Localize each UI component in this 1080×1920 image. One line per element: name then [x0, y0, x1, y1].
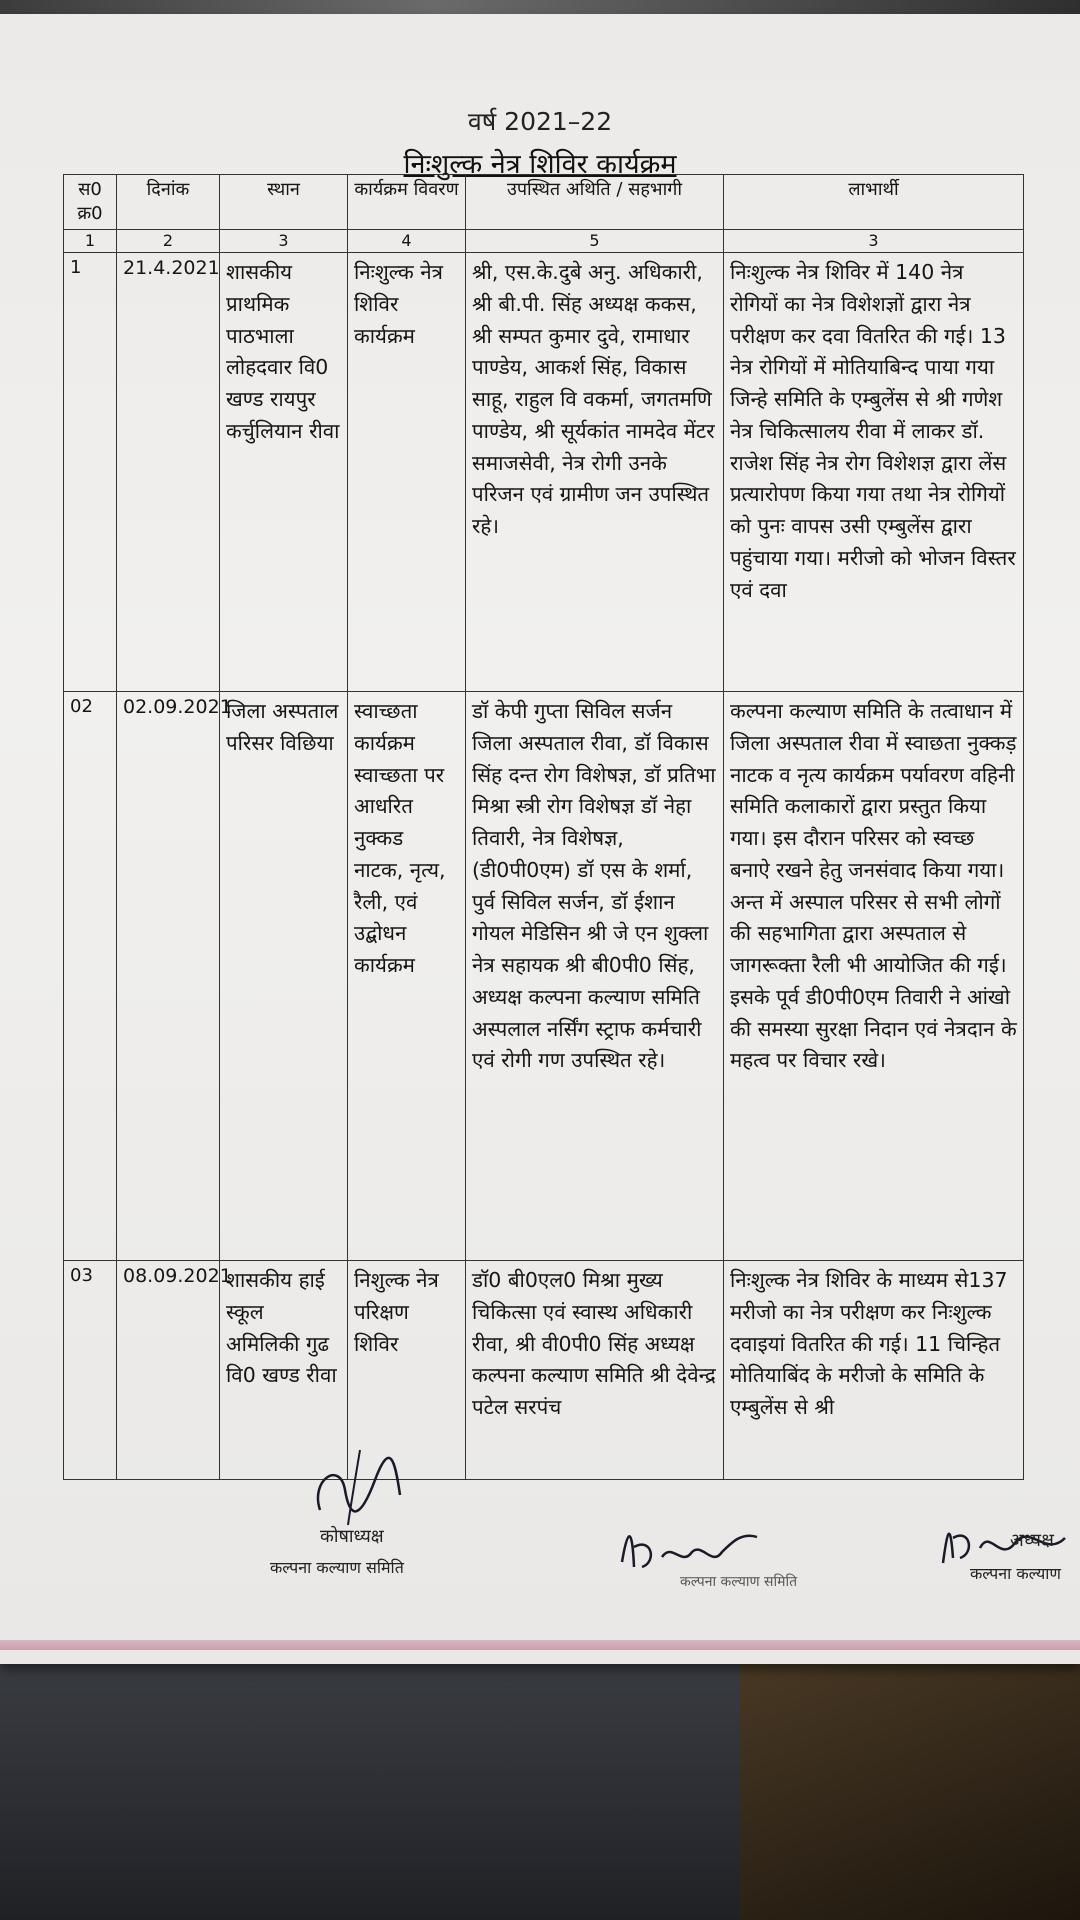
header-beneficiary: लाभार्थी [724, 175, 1024, 230]
program-table [63, 174, 1024, 1480]
document-title: निःशुल्क नेत्र शिविर कार्यक्रम [403, 149, 677, 180]
column-number: 2 [117, 230, 220, 253]
stamp-treasurer-org: कल्पना कल्याण समिति [270, 1558, 404, 1577]
stamp-treasurer-title: कोषाध्यक्ष [320, 1526, 384, 1547]
document-year: वर्ष 2021–22 [467, 107, 613, 136]
row-date: 21.4.2021 [117, 253, 220, 692]
column-number: 3 [724, 230, 1024, 253]
table-row [64, 692, 1024, 1261]
background-table [740, 1650, 1080, 1920]
row-guests: डॉ केपी गुप्ता सिविल सर्जन जिला अस्पताल रीवा, डॉ विकास सिंह दन्त रोग विशेषज्ञ, डॉ प्रतिभा मिश्रा स्त्री रोग विशेषज्ञ डॉ नेहा तिवारी, नेत्र विशेषज्ञ, (डी0पी0एम) डॉ एस के शर्मा, पुर्व सिविल सर्जन, डॉ ईशान गोयल मेडिसिन श्री जे एन शुक्ला नेत्र सहायक श्री बी0पी0 सिंह, अध्यक्ष कल्पना कल्याण समिति अस्पलाल नर्सिंग स्ट्राफ कर्मचारी एवं रोगी गण उपस्थित रहे। [466, 692, 724, 1261]
column-number: 1 [64, 230, 117, 253]
paper-edge [0, 1640, 1080, 1650]
stamp-president-title: अध्यक्ष [1010, 1530, 1054, 1551]
header-serial: स0 क्र0 [64, 175, 117, 230]
row-beneficiary: निःशुल्क नेत्र शिविर में 140 नेत्र रोगियों का नेत्र विशेशज्ञों द्वारा नेत्र परीक्षण कर दवा वितरित की गई। 13 नेत्र रोगियों में मोतियाबिन्द पाया गया जिन्हे समिति के एम्बुलेंस से श्री गणेश नेत्र चिकित्सालय रीवा में लाकर डॉ. राजेश सिंह नेत्र रोग विशेशज्ञ द्वारा लेंस प्रत्यारोपण किया गया तथा नेत्र रोगियों को पुनः वापस उसी एम्बुलेंस द्वारा पहुंचाया गया। मरीजो को भोजन विस्तर एवं दवा [724, 253, 1024, 692]
column-number: 5 [466, 230, 724, 253]
row-serial: 02 [64, 692, 117, 1261]
row-place: जिला अस्पताल परिसर विछिया [220, 692, 348, 1261]
table-header-row [64, 175, 1024, 230]
column-number-row [64, 230, 1024, 253]
row-serial: 03 [64, 1261, 117, 1480]
row-program: निशुल्क नेत्र परिक्षण शिविर [348, 1261, 466, 1480]
column-number: 3 [220, 230, 348, 253]
row-date: 08.09.2021 [117, 1261, 220, 1480]
row-beneficiary: निःशुल्क नेत्र शिविर के माध्यम से137 मरीजो का नेत्र परीक्षण कर निःशुल्क दवाइयां वितरित की गई। 11 चिन्हित मोतियाबिंद के मरीजो के समिति के एम्बुलेंस से श्री [724, 1261, 1024, 1480]
header-place: स्थान [220, 175, 348, 230]
stamp-secretary-org: कल्पना कल्याण समिति [680, 1574, 798, 1590]
row-place: शासकीय हाई स्कूल अमिलिकी गुढ वि0 खण्ड रीवा [220, 1261, 348, 1480]
header-program: कार्यक्रम विवरण [348, 175, 466, 230]
row-serial: 1 [64, 253, 117, 692]
row-guests: डॉ0 बी0एल0 मिश्रा मुख्य चिकित्सा एवं स्वास्थ अधिकारी रीवा, श्री वी0पी0 सिंह अध्यक्ष कल्पना कल्याण समिति श्री देवेन्द्र पटेल सरपंच [466, 1261, 724, 1480]
table-row [64, 253, 1024, 692]
row-date: 02.09.2021 [117, 692, 220, 1261]
row-guests: श्री, एस.के.दुबे अनु. अधिकारी, श्री बी.पी. सिंह अध्यक्ष ककस, श्री सम्पत कुमार दुवे, रामाधार पाण्डेय, आकर्श सिंह, विकास साहू, राहुल वि वकर्मा, जगतमणि पाण्डेय, श्री सूर्यकांत नामदेव मेंटर समाजसेवी, नेत्र रोगी उनके परिजन एवं ग्रामीण जन उपस्थित रहे। [466, 253, 724, 692]
header-guests: उपस्थित अथिति / सहभागी [466, 175, 724, 230]
row-beneficiary: कल्पना कल्याण समिति के तत्वाधान में जिला अस्पताल रीवा में स्वाछता नुक्कड़ नाटक व नृत्य कार्यक्रम पर्यावरण वहिनी समिति कलाकारों द्वारा प्रस्तुत किया गया। इस दौरान परिसर को स्वच्छ बनाऐ रखने हेतु जनसंवाद किया गया। अन्त में अस्पाल परिसर से सभी लोगों की सहभागिता द्वारा अस्पताल से जागरूक्ता रैली भी आयोजित की गई। इसके पूर्व डी0पी0एम तिवारी ने आंखो की समस्या सुरक्षा निदान एवं नेत्रदान के महत्व पर विचार रखे। [724, 692, 1024, 1261]
row-place: शासकीय प्राथमिक पाठभाला लोहदवार वि0 खण्ड रायपुर कर्चुलियान रीवा [220, 253, 348, 692]
stamp-president-org: कल्पना कल्याण [970, 1564, 1061, 1583]
table-row [64, 1261, 1024, 1480]
header-date: दिनांक [117, 175, 220, 230]
signature-treasurer [300, 1440, 420, 1530]
row-program: स्वाच्छता कार्यक्रम स्वाच्छता पर आधरित नुक्कड नाटक, नृत्य, रैली, एवं उद्बोधन कार्यक्रम [348, 692, 466, 1261]
row-program: निःशुल्क नेत्र शिविर कार्यक्रम [348, 253, 466, 692]
column-number: 4 [348, 230, 466, 253]
